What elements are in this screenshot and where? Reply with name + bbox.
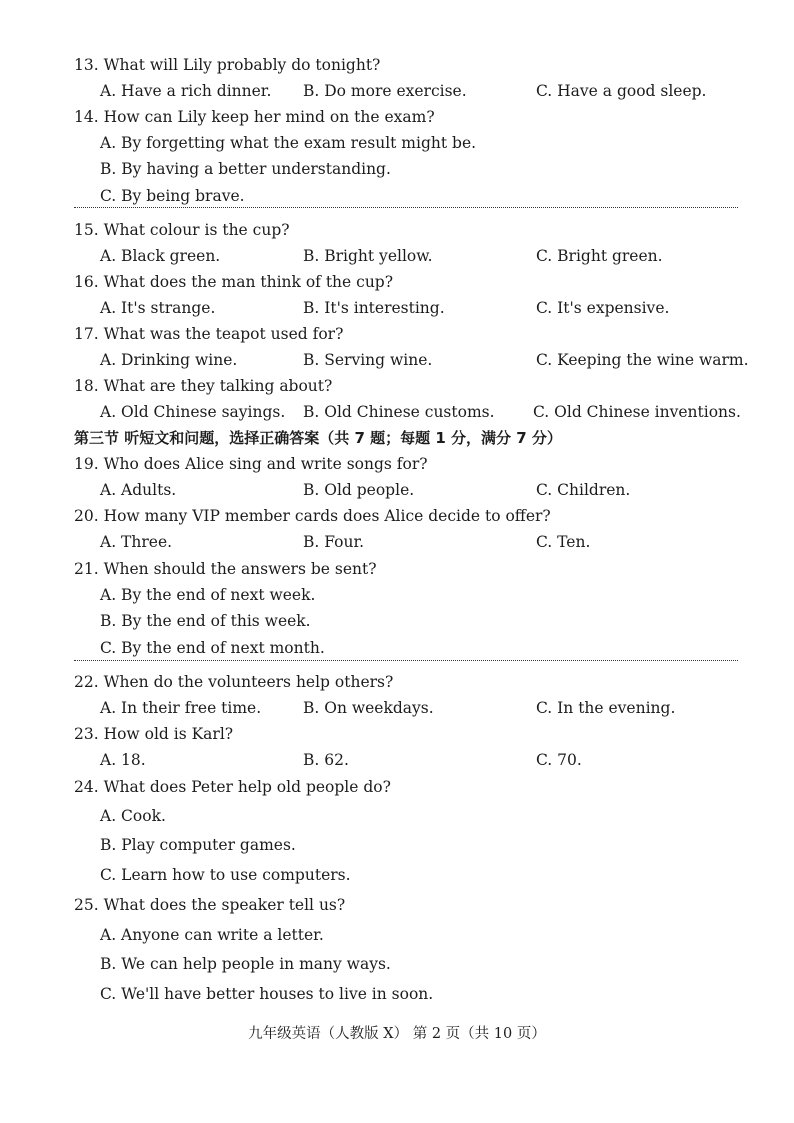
option-b: B. Four. xyxy=(303,533,365,551)
question-23 xyxy=(0,722,794,746)
option-c: C. 70. xyxy=(536,751,582,769)
option-a: A. It's strange. xyxy=(100,299,216,317)
question-stem: 18. What are they talking about? xyxy=(74,377,333,395)
question-19-options xyxy=(0,478,794,502)
option-c: C. In the evening. xyxy=(536,699,676,717)
question-25-option-c xyxy=(0,982,794,1006)
question-stem: 14. How can Lily keep her mind on the exam? xyxy=(74,108,435,126)
question-18 xyxy=(0,374,794,398)
question-16 xyxy=(0,270,794,294)
question-14-option-a xyxy=(0,131,794,155)
question-21-option-b xyxy=(0,609,794,633)
question-16-options xyxy=(0,296,794,320)
question-stem: 13. What will Lily probably do tonight? xyxy=(74,56,381,74)
option-b: B. 62. xyxy=(303,751,349,769)
question-stem: 25. What does the speaker tell us? xyxy=(74,896,346,914)
option-b: B. We can help people in many ways. xyxy=(100,955,391,973)
question-22-options xyxy=(0,696,794,720)
option-c: C. Have a good sleep. xyxy=(536,82,707,100)
option-b: B. Play computer games. xyxy=(100,836,296,854)
question-stem: 23. How old is Karl? xyxy=(74,725,234,743)
question-stem: 21. When should the answers be sent? xyxy=(74,560,377,578)
option-a: A. In their free time. xyxy=(100,699,262,717)
question-stem: 15. What colour is the cup? xyxy=(74,221,290,239)
option-c: C. Old Chinese inventions. xyxy=(533,403,741,421)
question-20 xyxy=(0,504,794,528)
question-25 xyxy=(0,893,794,917)
option-c: C. Bright green. xyxy=(536,247,663,265)
question-15-options xyxy=(0,244,794,268)
question-stem: 20. How many VIP member cards does Alice decide to offer? xyxy=(74,507,551,525)
option-c: C. Children. xyxy=(536,481,631,499)
option-c: C. Ten. xyxy=(536,533,591,551)
page-footer: 九年级英语（人教版 X） 第 2 页（共 10 页） xyxy=(248,1026,546,1042)
option-a: A. Black green. xyxy=(100,247,221,265)
option-a: A. Have a rich dinner. xyxy=(100,82,272,100)
question-stem: 22. When do the volunteers help others? xyxy=(74,673,394,691)
option-c: C. Learn how to use computers. xyxy=(100,866,351,884)
dotted-divider xyxy=(74,660,738,661)
option-c: C. By being brave. xyxy=(100,187,245,205)
question-14-option-b xyxy=(0,157,794,181)
question-20-options xyxy=(0,530,794,554)
option-c: C. Keeping the wine warm. xyxy=(536,351,749,369)
question-18-options xyxy=(0,400,794,424)
option-c: C. By the end of next month. xyxy=(100,639,325,657)
question-24-option-c xyxy=(0,863,794,887)
question-24 xyxy=(0,775,794,799)
section-3-header: 第三节 听短文和问题，选择正确答案（共 7 题；每题 1 分，满分 7 分） xyxy=(74,429,562,447)
question-15 xyxy=(0,218,794,242)
question-24-option-b xyxy=(0,833,794,857)
option-a: A. 18. xyxy=(100,751,146,769)
question-24-option-a xyxy=(0,804,794,828)
option-b: B. On weekdays. xyxy=(303,699,434,717)
question-22 xyxy=(0,670,794,694)
question-stem: 24. What does Peter help old people do? xyxy=(74,778,391,796)
option-b: B. Old Chinese customs. xyxy=(303,403,495,421)
option-b: B. By having a better understanding. xyxy=(100,160,391,178)
question-17 xyxy=(0,322,794,346)
option-a: A. Three. xyxy=(100,533,173,551)
option-b: B. Old people. xyxy=(303,481,415,499)
question-stem: 19. Who does Alice sing and write songs for? xyxy=(74,455,428,473)
question-13-options xyxy=(0,79,794,103)
question-19 xyxy=(0,452,794,476)
option-b: B. Bright yellow. xyxy=(303,247,433,265)
question-stem: 16. What does the man think of the cup? xyxy=(74,273,394,291)
question-stem: 17. What was the teapot used for? xyxy=(74,325,344,343)
question-14 xyxy=(0,105,794,129)
option-b: B. It's interesting. xyxy=(303,299,445,317)
option-a: A. By forgetting what the exam result might be. xyxy=(100,134,477,152)
option-c: C. It's expensive. xyxy=(536,299,670,317)
option-a: A. Old Chinese sayings. xyxy=(100,403,286,421)
question-21-option-c xyxy=(0,636,794,660)
question-14-option-c xyxy=(0,184,794,208)
question-17-options xyxy=(0,348,794,372)
option-a: A. Adults. xyxy=(100,481,177,499)
question-21 xyxy=(0,557,794,581)
question-13 xyxy=(0,53,794,77)
question-21-option-a xyxy=(0,583,794,607)
option-b: B. Do more exercise. xyxy=(303,82,467,100)
option-a: A. Drinking wine. xyxy=(100,351,238,369)
option-b: B. By the end of this week. xyxy=(100,612,311,630)
dotted-divider xyxy=(74,207,738,208)
question-25-option-b xyxy=(0,952,794,976)
option-a: A. By the end of next week. xyxy=(100,586,316,604)
question-23-options xyxy=(0,748,794,772)
question-25-option-a xyxy=(0,923,794,947)
option-b: B. Serving wine. xyxy=(303,351,433,369)
option-a: A. Cook. xyxy=(100,807,166,825)
option-a: A. Anyone can write a letter. xyxy=(100,926,324,944)
option-c: C. We'll have better houses to live in soon. xyxy=(100,985,434,1003)
